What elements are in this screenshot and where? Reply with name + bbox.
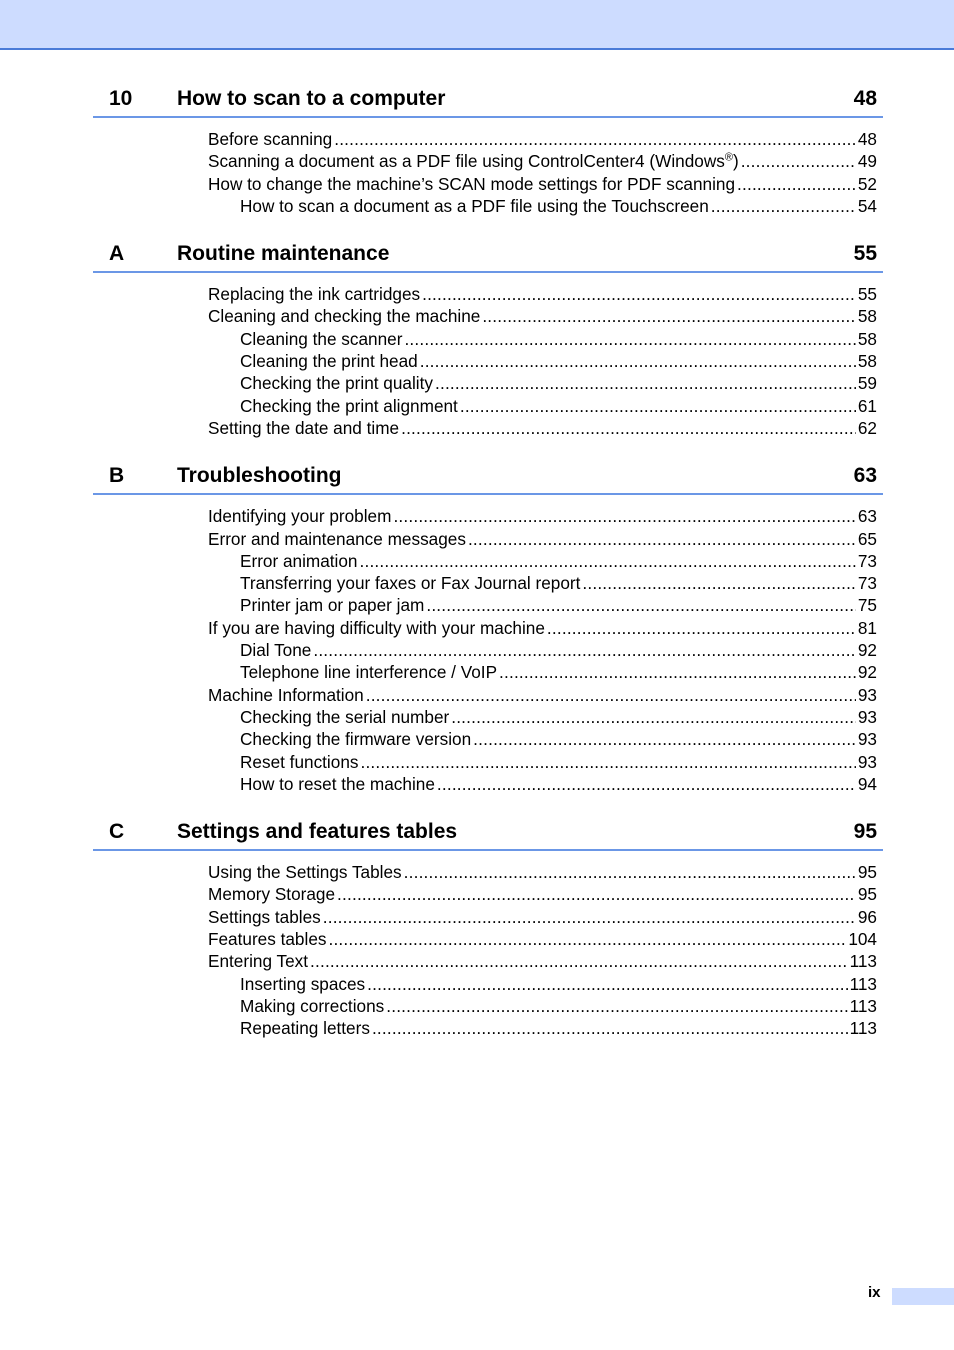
entry-page: 92 [857, 662, 877, 683]
entry-title: Replacing the ink cartridges [208, 284, 421, 305]
header-band [0, 0, 954, 50]
toc-entry[interactable] [93, 950, 883, 972]
toc-entry[interactable] [93, 417, 883, 439]
entry-page: 52 [857, 173, 877, 194]
dot-leader [499, 661, 856, 683]
entry-title: Identifying your problem [208, 506, 392, 527]
dot-leader [360, 751, 855, 773]
entry-title: How to scan a document as a PDF file using the Touchscreen [240, 195, 709, 216]
entry-title: Before scanning [208, 129, 333, 149]
dot-leader [323, 906, 856, 928]
entry-title: Checking the print alignment [240, 395, 458, 416]
entry-title: Printer jam or paper jam [240, 595, 425, 616]
entry-page: 75 [857, 595, 877, 616]
chapter-page: 48 [853, 87, 877, 110]
toc-entry[interactable] [93, 928, 883, 950]
chapter-page: 55 [853, 242, 877, 266]
entry-page: 93 [857, 751, 877, 772]
entry-page: 81 [857, 617, 877, 638]
entry-page: 73 [857, 550, 877, 571]
dot-leader [328, 928, 846, 950]
entry-page: 65 [857, 528, 877, 549]
chapter-a [93, 241, 883, 439]
entry-page: 93 [857, 684, 877, 705]
dot-leader [404, 861, 856, 883]
entry-title: Machine Information [208, 684, 364, 705]
dot-leader [435, 372, 856, 394]
toc-subentry[interactable] [93, 639, 883, 661]
chapter-title: Settings and features tables [177, 820, 458, 844]
chapter-heading[interactable] [93, 463, 883, 495]
toc-entry[interactable] [93, 528, 883, 550]
dot-leader [372, 1017, 848, 1039]
chapter-heading[interactable] [93, 241, 883, 273]
footer-tab [892, 1288, 954, 1305]
toc-entry[interactable] [93, 283, 883, 305]
dot-leader [437, 773, 856, 795]
entry-title: Repeating letters [240, 1018, 370, 1039]
toc-subentry[interactable] [93, 550, 883, 572]
dot-leader [426, 594, 856, 616]
chapter-number: 10 [109, 87, 133, 110]
entry-title: Entering Text [208, 951, 309, 972]
entry-page: 113 [849, 995, 877, 1016]
page-number: ix [868, 1284, 881, 1301]
toc-entry[interactable] [93, 906, 883, 928]
toc-entry[interactable] [93, 883, 883, 905]
entry-title: Settings tables [208, 906, 321, 927]
dot-leader [737, 173, 856, 195]
entry-title: Cleaning and checking the machine [208, 306, 481, 327]
dot-leader [711, 195, 856, 217]
dot-leader [393, 505, 855, 527]
entry-page: 94 [857, 773, 877, 794]
dot-leader [451, 706, 856, 728]
toc-subentry[interactable] [93, 751, 883, 773]
toc-entry[interactable] [93, 684, 883, 706]
entry-page: 63 [857, 506, 877, 527]
entry-title: Cleaning the scanner [240, 328, 403, 349]
dot-leader [547, 617, 856, 639]
entry-page: 95 [857, 862, 877, 883]
entry-title: Scanning a document as a PDF file using ControlCenter4 (Windows®) [208, 151, 739, 172]
toc-subentry[interactable] [93, 372, 883, 394]
entry-title: Memory Storage [208, 884, 336, 905]
toc-subentry[interactable] [93, 973, 883, 995]
chapter-title: Troubleshooting [177, 464, 342, 488]
dot-leader [404, 328, 855, 350]
entry-title: Checking the serial number [240, 706, 450, 727]
entry-title: Telephone line interference / VoIP [240, 662, 498, 683]
entry-page: 58 [857, 328, 877, 349]
entry-page: 55 [857, 284, 877, 305]
toc-subentry[interactable] [93, 661, 883, 683]
toc-subentry[interactable] [93, 594, 883, 616]
dot-leader [482, 305, 856, 327]
entry-title: Error animation [240, 550, 358, 571]
toc-entry[interactable] [93, 150, 883, 172]
entry-title: If you are having difficulty with your machine [208, 617, 545, 638]
entry-page: 113 [849, 973, 877, 994]
toc-entry[interactable] [93, 505, 883, 527]
dot-leader [367, 973, 847, 995]
entry-page: 58 [857, 306, 877, 327]
chapter-10 [93, 86, 883, 217]
entry-title: Features tables [208, 929, 327, 950]
entry-title: Using the Settings Tables [208, 862, 402, 883]
entry-page: 59 [857, 373, 877, 394]
entry-page: 96 [857, 906, 877, 927]
entry-title: Checking the firmware version [240, 729, 472, 750]
dot-leader [360, 550, 856, 572]
entry-page: 54 [857, 195, 877, 216]
toc-subentry[interactable] [93, 773, 883, 795]
toc-subentry[interactable] [93, 706, 883, 728]
dot-leader [401, 417, 856, 439]
dot-leader [460, 395, 856, 417]
entry-page: 92 [857, 640, 877, 661]
toc-subentry[interactable] [93, 995, 883, 1017]
entry-page: 49 [857, 151, 877, 172]
dot-leader [420, 350, 856, 372]
entry-page: 48 [857, 129, 877, 149]
toc-subentry[interactable] [93, 195, 883, 217]
entry-page: 113 [849, 951, 877, 972]
chapter-title: How to scan to a computer [177, 87, 446, 110]
entry-page: 73 [857, 573, 877, 594]
entry-title: How to reset the machine [240, 773, 435, 794]
dot-leader [468, 528, 856, 550]
toc-subentry[interactable] [93, 350, 883, 372]
dot-leader [366, 684, 856, 706]
entry-page: 61 [857, 395, 877, 416]
chapter-title: Routine maintenance [177, 242, 390, 266]
entry-page: 95 [857, 884, 877, 905]
chapter-heading[interactable] [93, 86, 883, 118]
dot-leader [310, 950, 848, 972]
chapter-page: 63 [853, 464, 877, 488]
dot-leader [313, 639, 856, 661]
entry-title: Inserting spaces [240, 973, 366, 994]
toc-subentry[interactable] [93, 328, 883, 350]
dot-leader [582, 572, 855, 594]
entry-title: Cleaning the print head [240, 351, 418, 372]
entry-page: 58 [857, 351, 877, 372]
chapter-b [93, 463, 883, 795]
toc-subentry[interactable] [93, 572, 883, 594]
chapter-number: A [109, 242, 125, 266]
toc-entry[interactable] [93, 128, 883, 150]
table-of-contents [93, 86, 883, 1064]
dot-leader [473, 728, 856, 750]
chapter-number: C [109, 820, 125, 844]
entry-page: 93 [857, 706, 877, 727]
entry-page: 62 [857, 417, 877, 438]
toc-subentry[interactable] [93, 728, 883, 750]
entry-title: Setting the date and time [208, 417, 400, 438]
entry-title: How to change the machine’s SCAN mode settings for PDF scanning [208, 173, 736, 194]
toc-entry[interactable] [93, 173, 883, 195]
toc-subentry[interactable] [93, 1017, 883, 1039]
dot-leader [386, 995, 847, 1017]
toc-subentry[interactable] [93, 395, 883, 417]
chapter-c [93, 819, 883, 1039]
dot-leader [741, 150, 856, 172]
dot-leader [422, 283, 856, 305]
dot-leader [334, 128, 856, 150]
dot-leader [337, 883, 856, 905]
entry-title: Making corrections [240, 995, 385, 1016]
entry-title: Transferring your faxes or Fax Journal report [240, 573, 581, 594]
entry-title: Error and maintenance messages [208, 528, 466, 549]
toc-entry[interactable] [93, 305, 883, 327]
entry-page: 113 [849, 1018, 877, 1039]
toc-entry[interactable] [93, 617, 883, 639]
chapter-heading[interactable] [93, 819, 883, 851]
chapter-page: 95 [853, 820, 877, 844]
entry-title: Checking the print quality [240, 373, 433, 394]
entry-title: Reset functions [240, 751, 359, 772]
toc-entry[interactable] [93, 861, 883, 883]
entry-title: Dial Tone [240, 640, 312, 661]
entry-page: 104 [848, 929, 877, 950]
chapter-number: B [109, 464, 125, 488]
registered-mark: ® [724, 151, 733, 164]
entry-page: 93 [857, 729, 877, 750]
